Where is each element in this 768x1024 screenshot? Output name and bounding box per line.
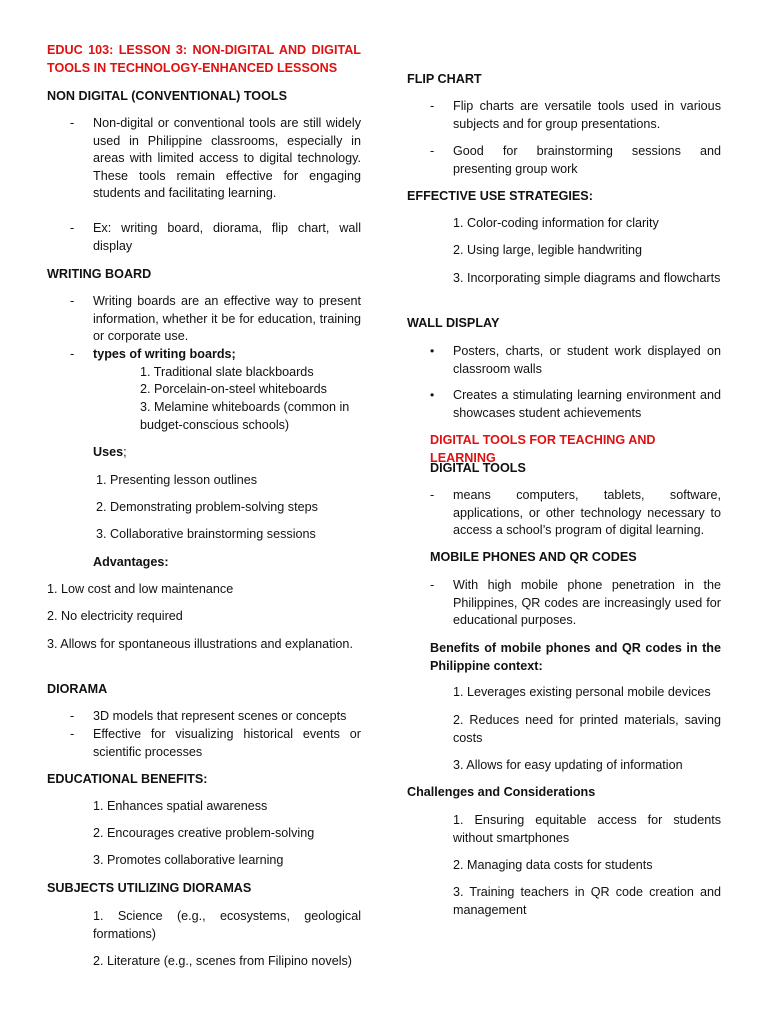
mobile-benefit-item: 1. Leverages existing personal mobile devices	[453, 685, 711, 699]
heading-wall-display: WALL DISPLAY	[407, 316, 500, 330]
dash-bullet: -	[430, 578, 435, 592]
writing-type-item: 3. Melamine whiteboards (common in budget-conscious schools)	[140, 400, 350, 432]
dash-bullet: -	[70, 221, 75, 235]
heading-writing-board: WRITING BOARD	[47, 267, 152, 281]
advantage-item: 1. Low cost and low maintenance	[47, 582, 234, 596]
dash-bullet: -	[430, 144, 435, 158]
dash-bullet: -	[70, 347, 75, 361]
list-item: - 3D models that represent scenes or concepts	[93, 708, 361, 726]
dash-bullet: -	[430, 488, 435, 502]
challenge-item: 2. Managing data costs for students	[453, 858, 653, 872]
list-item: • Posters, charts, or student work displayed on classroom walls	[430, 344, 721, 376]
mobile-benefit-item: 2. Reduces need for printed materials, saving costs	[453, 713, 721, 745]
benefit-item: 3. Promotes collaborative learning	[93, 853, 284, 867]
list-item: - Writing boards are an effective way to present information, whether it be for education, training or corporate use.	[70, 294, 361, 344]
heading-challenges: Challenges and Considerations	[407, 785, 596, 799]
strategy-item: 3. Incorporating simple diagrams and flowcharts	[453, 271, 721, 285]
uses-item: 2. Demonstrating problem-solving steps	[96, 500, 318, 514]
heading-mobile-benefits: Benefits of mobile phones and QR codes in the Philippine context:	[430, 641, 721, 673]
dash-bullet: -	[70, 709, 75, 723]
heading-subjects-dioramas: SUBJECTS UTILIZING DIORAMAS	[47, 881, 252, 895]
round-bullet: •	[430, 344, 435, 358]
list-item: • Creates a stimulating learning environment and showcases student achievements	[430, 388, 721, 420]
heading-digital-tools-section: DIGITAL TOOLS FOR TEACHING AND LEARNING	[430, 433, 656, 465]
subject-item: 1. Science (e.g., ecosystems, geological formations)	[93, 909, 361, 941]
advantage-item: 3. Allows for spontaneous illustrations and explanation.	[47, 637, 353, 651]
round-bullet: •	[430, 388, 435, 402]
mobile-benefit-item: 3. Allows for easy updating of information	[453, 758, 683, 772]
advantage-item: 2. No electricity required	[47, 609, 183, 623]
document-title: EDUC 103: LESSON 3: NON-DIGITAL AND DIGITAL TOOLS IN TECHNOLOGY-ENHANCED LESSONS	[47, 43, 361, 75]
list-item: - Ex: writing board, diorama, flip chart, wall display	[70, 221, 361, 253]
heading-effective-use-strategies: EFFECTIVE USE STRATEGIES:	[407, 189, 593, 203]
list-item: - Effective for visualizing historical events or scientific processes	[70, 727, 361, 759]
writing-type-item: 1. Traditional slate blackboards	[140, 365, 314, 379]
list-item: - Non-digital or conventional tools are still widely used in Philippine classrooms, especially in areas with limited access to digital technology. These tools remain effective for engaging students and facilitating learning.	[70, 116, 361, 201]
benefit-item: 1. Enhances spatial awareness	[93, 799, 268, 813]
uses-item: 3. Collaborative brainstorming sessions	[96, 527, 316, 541]
subject-item: 2. Literature (e.g., scenes from Filipino novels)	[93, 954, 352, 968]
strategy-item: 1. Color-coding information for clarity	[453, 216, 659, 230]
list-item: - Flip charts are versatile tools used in various subjects and for group presentations.	[430, 99, 721, 131]
list-item: - types of writing boards;	[93, 346, 361, 364]
challenge-item: 3. Training teachers in QR code creation and management	[453, 885, 721, 917]
benefit-item: 2. Encourages creative problem-solving	[93, 826, 315, 840]
heading-educational-benefits: EDUCATIONAL BENEFITS:	[47, 772, 208, 786]
dash-bullet: -	[70, 727, 75, 741]
heading-diorama: DIORAMA	[47, 682, 108, 696]
uses-label: Uses;	[93, 445, 127, 459]
strategy-item: 2. Using large, legible handwriting	[453, 243, 643, 257]
heading-non-digital-tools: NON DIGITAL (CONVENTIONAL) TOOLS	[47, 89, 287, 103]
heading-mobile-qr: MOBILE PHONES AND QR CODES	[430, 550, 637, 564]
heading-digital-tools: DIGITAL TOOLS	[430, 461, 526, 475]
list-item: - means computers, tablets, software, applications, or other technology necessary to access a school’s program of digital learning.	[430, 488, 721, 538]
dash-bullet: -	[70, 116, 75, 130]
writing-type-item: 2. Porcelain-on-steel whiteboards	[140, 382, 327, 396]
dash-bullet: -	[430, 99, 435, 113]
list-item: - With high mobile phone penetration in the Philippines, QR codes are increasingly used for educational purposes.	[430, 578, 721, 628]
dash-bullet: -	[70, 294, 75, 308]
challenge-item: 1. Ensuring equitable access for students without smartphones	[453, 813, 721, 845]
uses-item: 1. Presenting lesson outlines	[96, 473, 258, 487]
list-item: - Good for brainstorming sessions and presenting group work	[430, 144, 721, 176]
heading-flip-chart: FLIP CHART	[407, 72, 482, 86]
advantages-label: Advantages:	[93, 555, 169, 569]
